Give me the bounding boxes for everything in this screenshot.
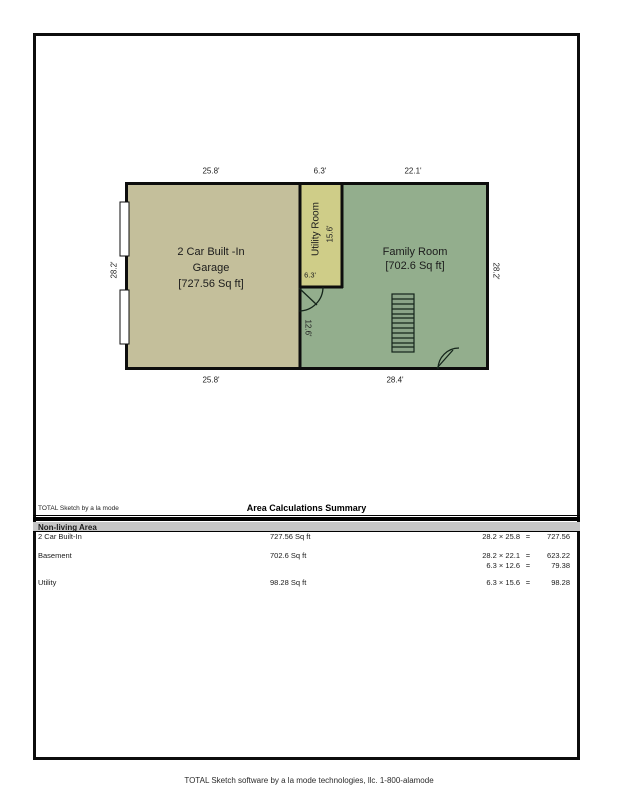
garage-label-area: [727.56 Sq ft] [178,278,244,290]
dim-top-family: 22.1' [404,166,422,176]
garage-label-line2: Garage [192,262,230,274]
family-room-label [383,245,448,273]
dim-bottom-family: 28.4' [386,375,404,385]
utility-room-label: Utility Room [310,202,322,256]
row-name: Basement [38,551,72,560]
stairs-icon [392,294,414,352]
calc-line [448,561,570,571]
section-header-label: Non-living Area [38,522,97,532]
calc-line [448,578,570,588]
row-area: 727.56 Sq ft [270,532,311,541]
dim-interior-wall: 12.6' [303,319,313,337]
dim-top-garage: 25.8' [202,166,220,176]
calc-expression: 6.3 × 12.6 [486,561,520,570]
calc-result: 623.22 [547,551,570,560]
calc-line [448,532,570,542]
calc-result: 79.38 [551,561,570,570]
row-calculations [448,532,570,542]
row-name: Utility [38,578,57,587]
garage-label-line1: 2 Car Built -In [177,246,245,258]
row-area: 702.6 Sq ft [270,551,307,560]
calc-expression: 28.2 × 25.8 [482,532,520,541]
utility-width-dim: 6.3' [304,270,316,280]
calc-equals: = [525,551,531,560]
dim-top-utility: 6.3' [313,166,327,176]
divider-bar [33,517,580,521]
row-calculations [448,578,570,588]
divider-line [33,515,580,516]
calc-result: 727.56 [547,532,570,541]
utility-height-dim: 15.6' [325,225,335,243]
garage-room-label [177,244,244,292]
garage-door-opening-icon [120,290,129,344]
row-area: 98.28 Sq ft [270,578,307,587]
calc-expression: 28.2 × 22.1 [482,551,520,560]
dim-bottom-garage: 25.8' [202,375,220,385]
brand-text: TOTAL Sketch by a la mode [38,505,119,512]
dim-right-height: 28.2' [491,262,501,280]
row-name: 2 Car Built-In [38,532,82,541]
garage-door-opening-icon [120,202,129,256]
family-label-area: [702.6 Sq ft] [385,260,445,272]
summary-title: Area Calculations Summary [246,503,367,513]
calc-equals: = [525,561,531,570]
calc-expression: 6.3 × 15.6 [486,578,520,587]
dim-left-height: 28.2' [109,261,119,279]
section-header [33,522,580,532]
family-label-line1: Family Room [382,246,448,258]
calc-equals: = [525,532,531,541]
calc-line [448,551,570,561]
calc-result: 98.28 [551,578,570,587]
row-calculations [448,551,570,571]
calc-equals: = [525,578,531,587]
footer-text: TOTAL Sketch software by a la mode technologies, llc. 1-800-alamode [184,776,434,785]
